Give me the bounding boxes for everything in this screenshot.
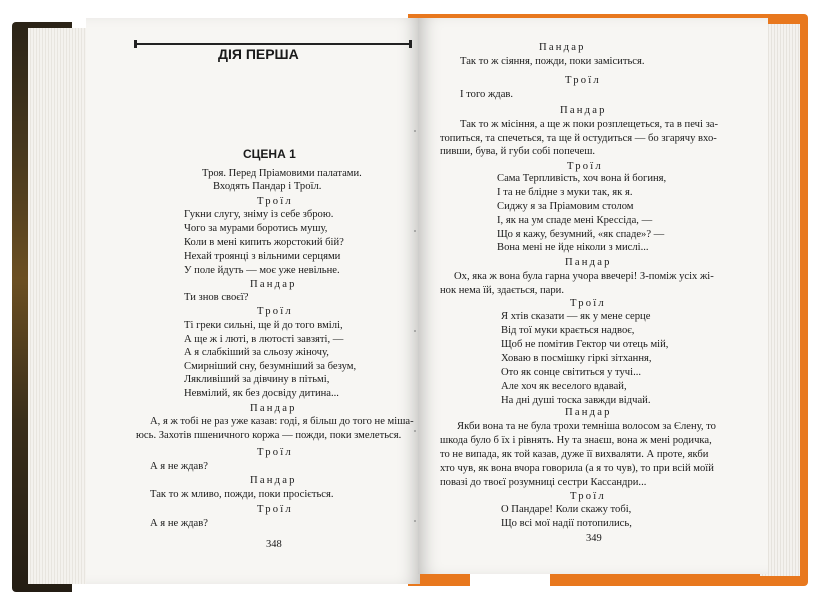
verse-line: Що всі мої надії потопились, [501,518,632,529]
verse-line: У поле йдуть — моє уже невільне. [184,265,340,276]
verse-line: О Пандаре! Коли скажу тобі, [501,504,632,515]
page-number-left: 348 [266,539,282,550]
scene-title: СЦЕНА 1 [243,147,296,161]
speaker-label: Троїл [257,196,293,207]
speaker-label: Пандар [539,42,586,53]
prose-line: Так то ж мливо, пожди, поки просіється. [150,489,334,500]
verse-line: Нехай троянці з вільними серцями [184,251,341,262]
binding-stitch [414,330,416,332]
speaker-label: Троїл [257,306,293,317]
verse-line: Ховаю в посмішку гіркі зітхання, [501,353,652,364]
speaker-label: Пандар [250,475,297,486]
prose-line: топиться, та спечеться, та ще й остудиться — бо згарячу вхо- [440,133,717,144]
speaker-label: Пандар [565,257,612,268]
verse-line: Смирніший сну, безумніший за безум, [184,361,357,372]
verse-line: Чого за мурами боротись мушу, [184,223,328,234]
prose-line: Ох, яка ж вона була гарна учора ввечері! З-поміж усіх жі- [454,271,714,282]
page-number-right: 349 [586,533,602,544]
verse-line: Щоб не помітив Гектор чи отець мій, [501,339,669,350]
scene-setting: Троя. Перед Пріамовими палатами. [202,168,362,179]
verse-line: І та не блідне з муки так, як я. [497,187,633,198]
verse-line: Лякливіший за дівчину в пітьмі, [184,374,330,385]
verse-line: Сиджу я за Пріамовим столом [497,201,634,212]
verse-line: На дні душі тоска завжди відчай. [501,395,651,406]
speaker-label: Троїл [570,491,606,502]
prose-line: юсь. Захотів пшеничного коржа — пожди, поки змелеться. [136,430,402,441]
binding-stitch [414,520,416,522]
verse-line: Ото як сонце світиться у тучі... [501,367,642,378]
verse-line: Вона мені не йде ніколи з мислі... [497,242,649,253]
verse-line: Що я кажу, безумний, «як спаде»? — [497,229,665,240]
verse-line: Ті греки сильні, ще й до того вмілі, [184,320,343,331]
verse-line: Коли в мені кипить жорстокий бій? [184,237,344,248]
prose-line: А я не ждав? [150,461,208,472]
act-title: ДІЯ ПЕРША [218,46,299,62]
verse-line: Сама Терпливість, хоч вона й богиня, [497,173,667,184]
speaker-label: Троїл [565,75,601,86]
speaker-label: Пандар [250,403,297,414]
speaker-label: Пандар [560,105,607,116]
prose-line: нок нема їй, здається, пари. [440,285,564,296]
prose-line: Так то ж місіння, а ще ж поки розплещеться, та в печі за- [460,119,718,130]
verse-line: І, як на ум спаде мені Крессіда, — [497,215,653,226]
title-rule [134,43,412,45]
verse-line: Ти знов своєї? [184,292,249,303]
prose-line: І того ждав. [460,89,514,100]
binding-stitch [414,130,416,132]
scene-enter: Входять Пандар і Троїл. [213,181,322,192]
prose-line: А я не ждав? [150,518,208,529]
verse-line: А ще ж і люті, в лютості завзяті, — [184,334,344,345]
prose-line: А, я ж тобі не раз уже казав: годі, я більш до того не міша- [150,416,414,427]
prose-line: повазі до твоєї розумниці сестри Кассандри... [440,477,647,488]
speaker-label: Пандар [250,279,297,290]
prose-line: Якби вона та не була трохи темніша волосом за Єлену, то [457,421,716,432]
verse-line: Але хоч як веселого вдавай, [501,381,627,392]
verse-line: Невмілий, як без досвіду дитина... [184,388,339,399]
speaker-label: Пандар [565,407,612,418]
binding-stitch [414,430,416,432]
cover-gap [470,574,550,588]
prose-line: Так то ж сіяння, пожди, поки заміситься. [460,56,645,67]
verse-line: Я хтів сказати — як у мене серце [501,311,651,322]
speaker-label: Троїл [257,504,293,515]
prose-line: пивши, бува, й губи собі попечеш. [440,146,596,157]
verse-line: А я слабкіший за сльозу жіночу, [184,347,329,358]
speaker-label: Троїл [567,161,603,172]
speaker-label: Троїл [257,447,293,458]
verse-line: Гукни слугу, зніму із себе зброю. [184,209,334,220]
prose-line: хто чув, як вона вчора говорила (а я то чув), то при всій моїй [440,463,714,474]
speaker-label: Троїл [570,298,606,309]
verse-line: Від тої муки крається надвоє, [501,325,635,336]
prose-line: шкода було б їх і рівнять. Ну та знаєш, вона ж мені родичка, [440,435,712,446]
prose-line: то не випада, як той казав, дуже її вихваляти. А проте, якби [440,449,709,460]
binding-stitch [414,230,416,232]
